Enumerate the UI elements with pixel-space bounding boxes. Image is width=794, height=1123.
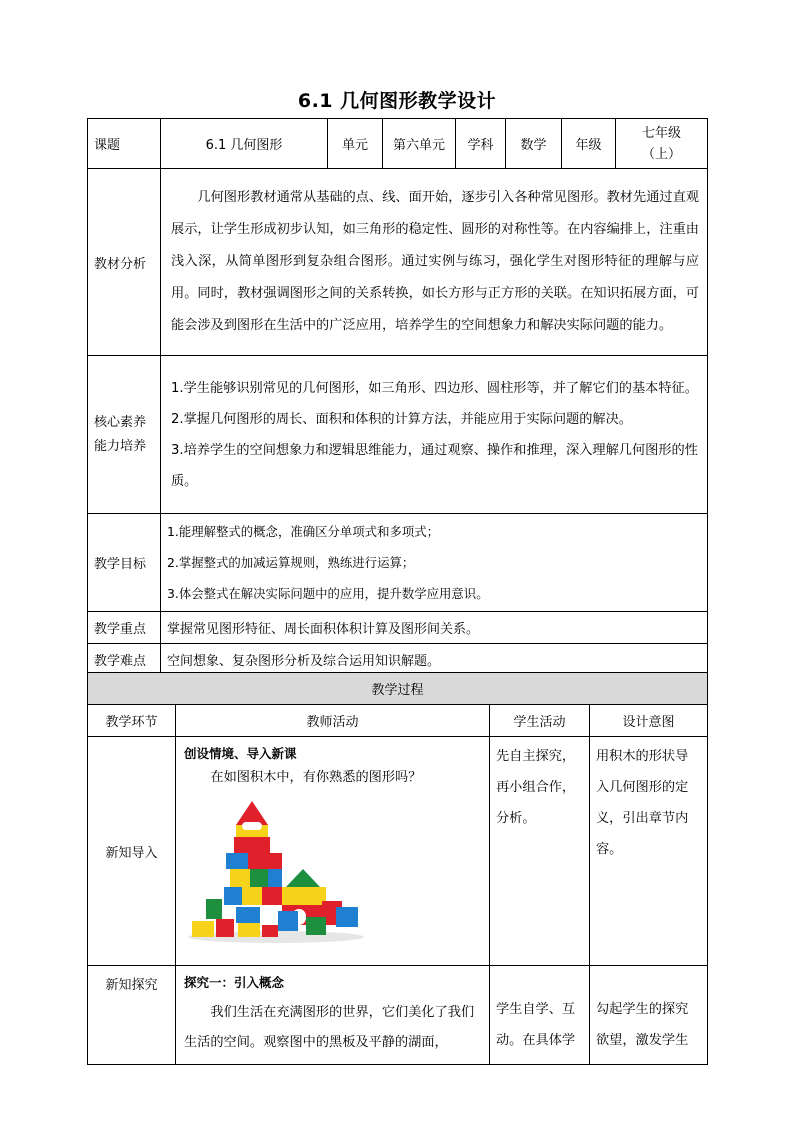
header-row: [88, 119, 708, 169]
teacher-cell: [176, 966, 490, 1065]
building-blocks-image: [186, 795, 364, 945]
grade-label: 年级: [562, 119, 616, 169]
column-teacher: 教师活动: [176, 705, 490, 737]
core-label-line2: 能力培养: [94, 438, 147, 454]
topic-value: 6.1 几何图形: [161, 119, 328, 169]
page-title: 6.1 几何图形教学设计: [297, 90, 497, 112]
stage-cell: 新知探究: [88, 966, 176, 1065]
grade-value-line2: （上）: [641, 146, 681, 162]
keypoint-text: 掌握常见图形特征、周长面积体积计算及图形间关系。: [161, 612, 708, 644]
core-item: 3.培养学生的空间想象力和逻辑思维能力，通过观察、操作和推理，深入理解几何图形的性质。: [171, 442, 698, 489]
goal-item: 2.掌握整式的加减运算规则，熟练进行运算；: [167, 555, 415, 570]
core-item: 2.掌握几何图形的周长、面积和体积的计算方法，并能应用于实际问题的解决。: [171, 411, 632, 427]
process-header: 教学过程: [88, 673, 708, 705]
subject-value: 数学: [506, 119, 562, 169]
goals-list: [161, 514, 708, 612]
process-table: [87, 672, 708, 1065]
grade-value: [616, 119, 708, 169]
teacher-text: 我们生活在充满图形的世界，它们美化了我们生活的空间。观察图中的黑板及平静的湖面，: [184, 1005, 475, 1050]
process-columns: [88, 705, 708, 737]
core-label-line1: 核心素养: [94, 414, 147, 430]
grade-value-line1: 七年级: [641, 125, 681, 141]
info-table: [87, 118, 708, 676]
goals-label: 教学目标: [88, 514, 161, 612]
student-cell: 先自主探究，再小组合作，分析。: [490, 737, 590, 966]
core-row: [88, 356, 708, 514]
intent-cell: 用积木的形状导入几何图形的定义，引出章节内容。: [590, 737, 708, 966]
process-row: [88, 966, 708, 1065]
stage-cell: 新知导入: [88, 737, 176, 966]
textbook-label: 教材分析: [88, 169, 161, 356]
column-student: 学生活动: [490, 705, 590, 737]
intent-cell: 勾起学生的探究欲望，激发学生: [590, 966, 708, 1065]
subject-label: 学科: [456, 119, 506, 169]
goal-item: 3.体会整式在解决实际问题中的应用，提升数学应用意识。: [167, 586, 489, 601]
process-row: [88, 737, 708, 966]
core-list: [161, 356, 708, 514]
teacher-cell: [176, 737, 490, 966]
unit-value: 第六单元: [383, 119, 456, 169]
teacher-heading: 探究一：引入概念: [184, 975, 285, 990]
textbook-row: [88, 169, 708, 356]
core-label: [88, 356, 161, 514]
goals-row: [88, 514, 708, 612]
difficulty-text: 空间想象、复杂图形分析及综合运用知识解题。: [161, 644, 708, 676]
topic-label: 课题: [88, 119, 161, 169]
keypoint-label: 教学重点: [88, 612, 161, 644]
difficulty-row: [88, 644, 708, 676]
teacher-heading: 创设情境、导入新课: [184, 746, 297, 761]
goal-item: 1.能理解整式的概念，准确区分单项式和多项式；: [167, 524, 440, 539]
column-stage: 教学环节: [88, 705, 176, 737]
core-item: 1.学生能够识别常见的几何图形，如三角形、四边形、圆柱形等，并了解它们的基本特征。: [171, 380, 698, 396]
column-intent: 设计意图: [590, 705, 708, 737]
unit-label: 单元: [328, 119, 383, 169]
teacher-text: 在如图积木中，有你熟悉的图形吗？: [210, 770, 422, 785]
student-cell: 学生自学、互动。在具体学: [490, 966, 590, 1065]
difficulty-label: 教学难点: [88, 644, 161, 676]
textbook-text: 几何图形教材通常从基础的点、线、面开始，逐步引入各种常见图形。教材先通过直观展示，让学生形成初步认知，如三角形的稳定性、圆形的对称性等。在内容编排上，注重由浅入深，从简单图形到复杂组合图形。通过实例与练习，强化学生对图形特征的理解与应用。同时，教材强调图形之间的关系转换，如长方形与正方形的关联。在知识拓展方面，可能会涉及到图形在生活中的广泛应用，培养学生的空间想象力和解决实际问题的能力。: [161, 169, 708, 356]
keypoint-row: [88, 612, 708, 644]
